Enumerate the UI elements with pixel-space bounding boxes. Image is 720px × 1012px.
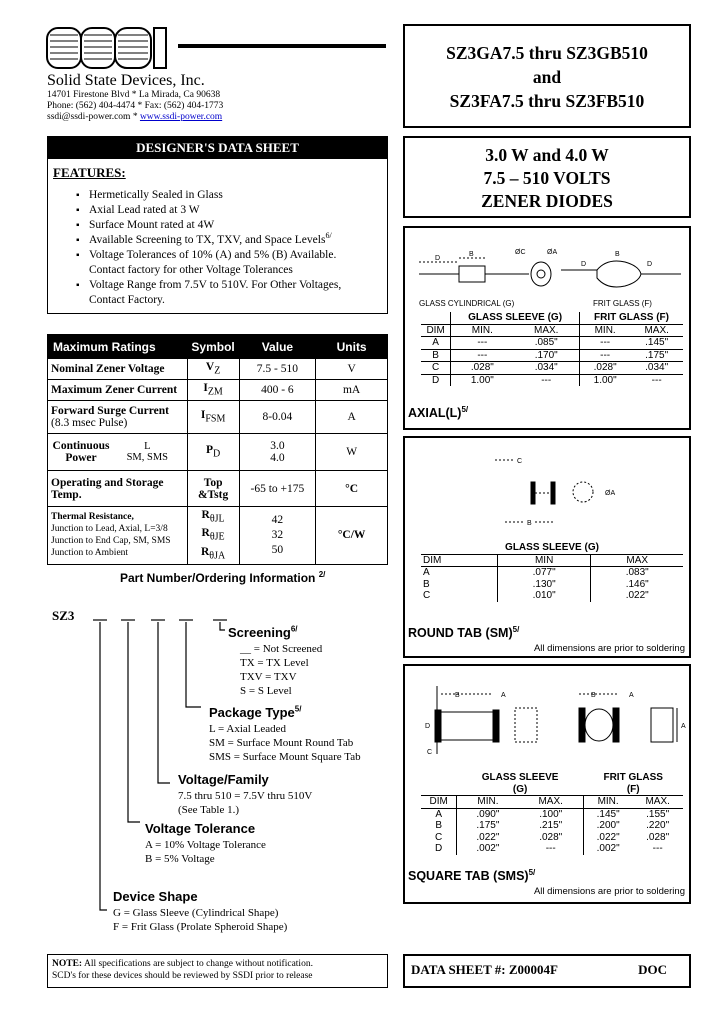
table-row: A --- .085" --- .145" <box>421 337 683 350</box>
ordering-info-title: Part Number/Ordering Information $^{2/}$ <box>120 570 326 585</box>
svg-text:A: A <box>681 723 686 730</box>
feature-item: ▪ Voltage Range from 7.5V to 510V. For Other Voltages, Contact Factory. <box>76 278 387 308</box>
doc-label: DOC <box>638 962 667 977</box>
svg-text:ØC: ØC <box>515 249 526 256</box>
table-row: C .028" .034" .028" .034" <box>421 362 683 375</box>
company-phone: Phone: (562) 404-4474 * Fax: (562) 404-1773 <box>47 101 224 111</box>
package-type-group: Package Type$^{5/}$ L = Axial Leaded SM = Surface Mount Round Tab SMS = Surface Mount Square Tab <box>209 704 361 763</box>
voltage-tolerance-label: Voltage Tolerance <box>145 821 256 836</box>
device-shape-label: Device Shape <box>113 889 198 904</box>
table-row: Operating and Storage Temp. Top &Tstg -65 to +175 °C <box>48 471 388 507</box>
square-tab-dimension-table: GLASS SLEEVE FRIT GLASS (G) (F) DIM MIN. MAX. MIN. MAX. A .090" .100" .145" .155" B .175" .215" .200" .220" C .022" .028" .022" .028" D .002" --- .002" --- <box>421 772 683 855</box>
svg-text:D: D <box>581 261 587 268</box>
svg-text:D: D <box>647 261 653 268</box>
device-shape-group: Device Shape G = Glass Sleeve (Cylindrical Shape) F = Frit Glass (Prolate Spheroid Shape) <box>113 889 288 933</box>
package-type-label: Package Type$^{5/}$ <box>209 704 302 720</box>
table-row: Nominal Zener Voltage $V_Z$ 7.5 - 510 V <box>48 359 388 380</box>
axial-dimension-table: GLASS SLEEVE (G) FRIT GLASS (F) DIM MIN. MAX. MIN. MAX. A --- .085" --- .145" B --- .170" --- .175" C .028" .034" .028" .034" D 1.00" --- 1.00" --- <box>421 312 683 386</box>
axial-package-panel <box>403 226 691 430</box>
part-number-bracket-lines <box>85 610 235 930</box>
rating-line-3: ZENER DIODES <box>481 191 613 211</box>
title-line-3: SZ3FA7.5 thru SZ3FB510 <box>449 91 645 111</box>
rating-line-1: 3.0 W and 4.0 W <box>485 145 609 165</box>
col-header: Symbol <box>187 335 239 359</box>
svg-text:GLASS CYLINDRICAL (G): GLASS CYLINDRICAL (G) <box>419 299 515 308</box>
svg-text:ØA: ØA <box>605 490 616 497</box>
voltage-family-label: Voltage/Family <box>178 772 269 787</box>
data-sheet-number-box <box>403 954 691 988</box>
table-row: B .130" .146" <box>421 579 683 591</box>
maximum-ratings-table <box>47 334 388 565</box>
svg-text:B: B <box>591 692 596 699</box>
voltage-family-group: Voltage/Family 7.5 thru 510 = 7.5V thru 510V (See Table 1.) <box>178 772 313 816</box>
title-box <box>403 24 691 128</box>
rating-line-2: 7.5 – 510 VOLTS <box>483 168 611 188</box>
svg-text:ØA: ØA <box>547 249 558 256</box>
table-row: Forward Surge Current (8.3 msec Pulse) $I_{FSM}$ 8-0.04 A <box>48 401 388 434</box>
svg-text:B: B <box>615 251 620 258</box>
table-row: C .010" .022" <box>421 590 683 602</box>
svg-text:B: B <box>527 520 532 527</box>
square-tab-panel <box>403 664 691 904</box>
title-line-1: SZ3GA7.5 thru SZ3GB510 <box>446 43 648 63</box>
table-row: B --- .170" --- .175" <box>421 349 683 362</box>
square-tab-drawing <box>419 682 689 762</box>
svg-text:A: A <box>629 692 634 699</box>
header-rule <box>178 44 386 48</box>
svg-text:B: B <box>469 251 474 258</box>
table-row: D .002" --- .002" --- <box>435 843 663 854</box>
features-title: FEATURES: <box>53 165 126 180</box>
feature-item: ▪ Available Screening to TX, TXV, and Space Levels$^{6/}$ <box>76 233 387 248</box>
round-tab-note: All dimensions are prior to soldering <box>533 643 685 654</box>
col-header: Value <box>239 335 316 359</box>
round-tab-drawing <box>465 452 645 532</box>
svg-text:D: D <box>425 723 431 730</box>
round-tab-label: ROUND TAB (SM)$^{5/}$ <box>408 624 520 640</box>
features-section <box>47 136 388 314</box>
feature-item: ▪ Hermetically Sealed in Glass <box>76 188 387 203</box>
table-row: A .090" .100" .145" .155" <box>435 808 670 820</box>
table-row: B .175" .215" .200" .220" <box>435 820 670 831</box>
round-tab-dimension-table: GLASS SLEEVE (G) DIM MIN MAX A .077" .083" B .130" .146" C .010" .022" <box>421 542 683 602</box>
axial-package-drawing <box>411 236 687 312</box>
table-row: Continuous Power L SM, SMS $P_D$ 3.0 4.0 W <box>48 434 388 471</box>
col-header: Units <box>316 335 388 359</box>
screening-group: Screening$^{6/}$ __ = Not Screened TX = TX Level TXV = TXV S = S Level <box>228 624 323 697</box>
svg-text:A: A <box>501 692 506 699</box>
table-row: Maximum Zener Current $I_{ZM}$ 400 - 6 mA <box>48 380 388 401</box>
feature-item: ▪ Voltage Tolerances of 10% (A) and 5% (B) Available. Contact factory for other Voltage Tolerances <box>76 248 387 278</box>
features-list <box>76 188 387 308</box>
feature-item: ▪ Axial Lead rated at 3 W <box>76 203 387 218</box>
company-website-link[interactable]: www.ssdi-power.com <box>139 112 223 122</box>
company-name: Solid State Devices, Inc. <box>47 72 205 89</box>
ssdi-logo <box>46 26 176 70</box>
svg-text:C: C <box>427 749 433 756</box>
company-email[interactable]: ssdi@ssdi-power.com <box>47 112 131 122</box>
col-header: Maximum Ratings <box>48 335 188 359</box>
rating-box <box>403 136 691 218</box>
svg-text:D: D <box>435 255 441 262</box>
part-prefix: SZ3 <box>52 608 75 623</box>
company-contact: ssdi@ssdi-power.com * www.ssdi-power.com <box>47 112 223 122</box>
designers-data-sheet-header: DESIGNER'S DATA SHEET <box>48 137 387 159</box>
feature-item: ▪ Surface Mount rated at 4W <box>76 218 387 233</box>
company-address: 14701 Firestone Blvd * La Mirada, Ca 90638 <box>47 90 221 100</box>
svg-text:FRIT GLASS (F): FRIT GLASS (F) <box>593 299 652 308</box>
data-sheet-number: DATA SHEET #: Z00004F <box>411 962 558 977</box>
voltage-tolerance-group: Voltage Tolerance A = 10% Voltage Tolerance B = 5% Voltage <box>145 821 266 865</box>
axial-label: $AXIAL(L)^{5/}$ <box>408 404 469 420</box>
footer-note: NOTE: All specifications are subject to change without notification. SCD's for these devices should be reviewed by SSDI prior to release <box>47 954 388 988</box>
title-line-2: and <box>532 67 562 87</box>
table-row: D 1.00" --- 1.00" --- <box>432 374 662 386</box>
square-tab-note: All dimensions are prior to soldering <box>533 886 685 897</box>
table-row: A .077" .083" <box>421 567 683 579</box>
svg-text:C: C <box>517 458 523 465</box>
svg-text:B: B <box>455 692 460 699</box>
screening-label: Screening$^{6/}$ <box>228 624 298 640</box>
table-row: Thermal Resistance, Junction to Lead, Axial, L=3/8 Junction to End Cap, SM, SMS Junction to Ambient $R_{\theta JL}$ $R_{\theta JE}$ $R_{\theta JA}$ 42 32 50 °C/W <box>48 507 388 565</box>
table-row: C .022" .028" .022" .028" <box>435 831 670 843</box>
round-tab-panel <box>403 436 691 658</box>
square-tab-label: SQUARE TAB (SMS)$^{5/}$ <box>408 867 536 883</box>
